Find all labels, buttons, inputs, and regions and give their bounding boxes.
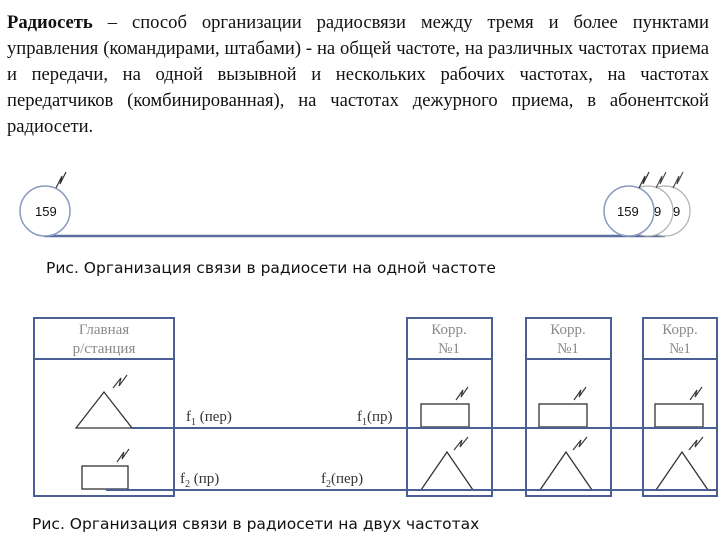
transmitter-icon bbox=[421, 452, 473, 490]
receiver-icon bbox=[421, 404, 469, 427]
antenna-icon bbox=[689, 437, 703, 450]
transmitter-icon bbox=[76, 392, 132, 428]
right-station-group bbox=[604, 172, 690, 236]
corr-number-3: №1 bbox=[669, 341, 691, 357]
definition-text: – способ организации радиосвязи между тремя и более пунктами управления (командирами, штабами) - на общей частоте, на различных частотах приема и передачи, на одной вызывной и нескольких рабочих частотах, на частотах передатчиков (комбинированная), на частотах дежурного приема, в абонентской радиосети. bbox=[7, 12, 709, 137]
receiver-icon bbox=[655, 404, 703, 427]
transmitter-icon bbox=[540, 452, 592, 490]
corr-title-1: Корр. bbox=[431, 322, 467, 338]
antenna-icon bbox=[113, 375, 127, 388]
antenna-icon bbox=[673, 172, 683, 188]
f1-right-label: $f_1(пр)$ bbox=[357, 409, 393, 428]
correspondent-box-3 bbox=[643, 318, 717, 496]
antenna-icon bbox=[573, 437, 587, 450]
term: Радиосеть bbox=[7, 12, 93, 33]
station-label: 159 bbox=[35, 204, 57, 219]
figure2-diagram bbox=[34, 318, 717, 496]
antenna-icon bbox=[690, 387, 702, 400]
f1-left-label: $f_1$ (пер) bbox=[186, 409, 232, 428]
corr-number-2: №1 bbox=[557, 341, 579, 357]
figure1-diagram bbox=[20, 172, 690, 236]
correspondent-box-1 bbox=[407, 318, 492, 496]
f2-left-label: $f_2$ (пр) bbox=[180, 471, 220, 490]
antenna-icon bbox=[117, 449, 129, 462]
station-label-front: 159 bbox=[617, 204, 639, 219]
figure1-caption: Рис. Организация связи в радиосети на одной частоте bbox=[46, 259, 496, 277]
correspondent-box-2 bbox=[526, 318, 611, 496]
receiver-icon bbox=[539, 404, 587, 427]
antenna-icon bbox=[456, 387, 468, 400]
main-station-box bbox=[34, 318, 174, 496]
figure2-caption: Рис. Организация связи в радиосети на двух частотах bbox=[32, 515, 480, 533]
transmitter-icon bbox=[656, 452, 708, 490]
corr-title-2: Корр. bbox=[550, 322, 586, 338]
main-station-title-2: р/станция bbox=[72, 341, 136, 357]
corr-number-1: №1 bbox=[438, 341, 460, 357]
antenna-icon bbox=[454, 437, 468, 450]
station-label-back-1: 9 bbox=[654, 204, 662, 219]
antenna-icon bbox=[574, 387, 586, 400]
main-station-title-1: Главная bbox=[78, 322, 130, 338]
f2-right-label: $f_2(пер)$ bbox=[321, 471, 364, 490]
left-station bbox=[20, 172, 70, 236]
station-label-back-2: 9 bbox=[673, 204, 681, 219]
receiver-icon bbox=[82, 466, 128, 489]
antenna-icon bbox=[56, 172, 66, 188]
corr-title-3: Корр. bbox=[662, 322, 698, 338]
